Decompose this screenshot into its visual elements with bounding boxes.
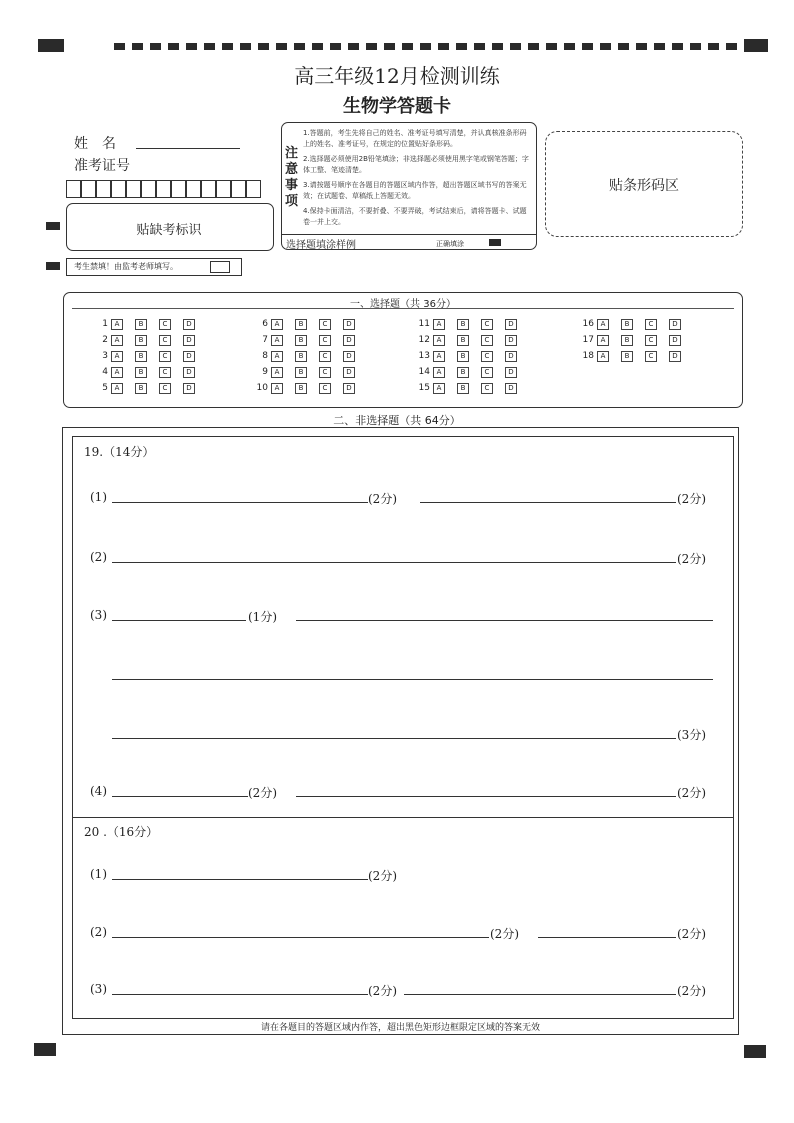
q19-box xyxy=(72,436,734,818)
q20-part2-blank-a[interactable] xyxy=(112,937,489,938)
q20-part2-score-a: (2分) xyxy=(490,927,519,941)
q19-part4-blank-a[interactable] xyxy=(112,796,248,797)
correct-fill-sample xyxy=(489,239,501,246)
absent-checkbox[interactable] xyxy=(210,261,230,273)
timing-mark-left-1 xyxy=(46,222,60,230)
name-field[interactable] xyxy=(136,148,240,149)
q20-part3-score-b: (2分) xyxy=(677,984,706,998)
correct-label: 正确填涂 xyxy=(436,240,464,248)
exam-id-label: 准考证号 xyxy=(74,158,130,174)
q19-part2-score: (2分) xyxy=(677,552,706,566)
q19-part1-score-b: (2分) xyxy=(677,492,706,506)
notice-heading: 注意事项 xyxy=(285,146,299,209)
q19-part2-label: (2) xyxy=(90,550,107,564)
q20-part1-label: (1) xyxy=(90,867,107,881)
q20-part2-label: (2) xyxy=(90,925,107,939)
notice-item-2: 2.选择题必须使用2B铅笔填涂；非选择题必须使用黑字笔或钢笔答题；字体工整、笔迹清楚。 xyxy=(303,155,529,174)
timing-mark-left-2 xyxy=(46,262,60,270)
notice-item-1: 1.答题前，考生先将自己的姓名、准考证号填写清楚，并认真核准条形码上的姓名、准考证号，在规定的位置贴好条形码。 xyxy=(303,129,527,148)
mcq-title: 一、选择题（共 36分） xyxy=(350,299,456,310)
absent-sticker-label: 贴缺考标识 xyxy=(136,223,202,238)
page-subtitle: 生物学答题卡 xyxy=(343,96,451,117)
q19-part3-label: (3) xyxy=(90,608,107,622)
q19-part1-score-a: (2分) xyxy=(368,492,397,506)
timing-mark-bottom-right xyxy=(744,1045,766,1058)
q20-part2-blank-b[interactable] xyxy=(538,937,676,938)
name-label: 姓 名 xyxy=(74,136,116,152)
q20-part3-blank-b[interactable] xyxy=(404,994,676,995)
q19-part3-blank-a[interactable] xyxy=(112,620,246,621)
q20-part3-label: (3) xyxy=(90,982,107,996)
notice-item-4: 4.保持卡面清洁，不要折叠、不要弄破，考试结束后，请将答题卡、试题卷一并上交。 xyxy=(303,207,527,226)
q19-part3-blank-c[interactable] xyxy=(112,679,713,680)
q19-part1-blank-b[interactable] xyxy=(420,502,676,503)
q19-part1-blank-a[interactable] xyxy=(112,502,368,503)
q19-part3-blank-b[interactable] xyxy=(296,620,713,621)
nonmcq-title: 二、非选择题（共 64分） xyxy=(333,414,461,427)
absent-note: 考生禁填！由监考老师填写。 xyxy=(74,262,178,271)
sample-label: 选择题填涂样例 xyxy=(286,240,356,251)
q20-part1-blank[interactable] xyxy=(112,879,368,880)
q19-part2-blank[interactable] xyxy=(112,562,676,563)
q19-part3-score-a: (1分) xyxy=(248,610,277,624)
q20-part3-blank-a[interactable] xyxy=(112,994,368,995)
notice-divider xyxy=(281,234,536,235)
q20-part2-score-b: (2分) xyxy=(677,927,706,941)
page-title: 高三年级12月检测训练 xyxy=(294,64,500,88)
q19-part3-blank-d[interactable] xyxy=(112,738,676,739)
timing-mark-bottom-left xyxy=(34,1043,56,1056)
timing-mark-top-right xyxy=(744,39,768,52)
timing-track-top xyxy=(114,43,740,50)
q19-heading: 19.（14分） xyxy=(84,445,155,459)
q19-part4-score-b: (2分) xyxy=(677,786,706,800)
q19-part1-label: (1) xyxy=(90,490,107,504)
q20-box xyxy=(72,816,734,1019)
notice-item-3: 3.请按题号顺序在各题目的答题区域内作答，超出答题区域书写的答案无效；在试题卷、草稿纸上答题无效。 xyxy=(303,181,527,200)
q20-part3-score-a: (2分) xyxy=(368,984,397,998)
q19-part4-score-a: (2分) xyxy=(248,786,277,800)
footer-note: 请在各题目的答题区域内作答，超出黑色矩形边框限定区域的答案无效 xyxy=(260,1023,540,1033)
mcq-title-rule xyxy=(72,308,734,309)
barcode-label: 贴条形码区 xyxy=(609,178,679,194)
q19-part3-score-b: (3分) xyxy=(677,728,706,742)
q20-heading: 20 .（16分） xyxy=(84,825,159,839)
q19-part4-label: (4) xyxy=(90,784,107,798)
q19-part4-blank-b[interactable] xyxy=(296,796,676,797)
q20-part1-score: (2分) xyxy=(368,869,397,883)
timing-mark-top-left xyxy=(38,39,64,52)
